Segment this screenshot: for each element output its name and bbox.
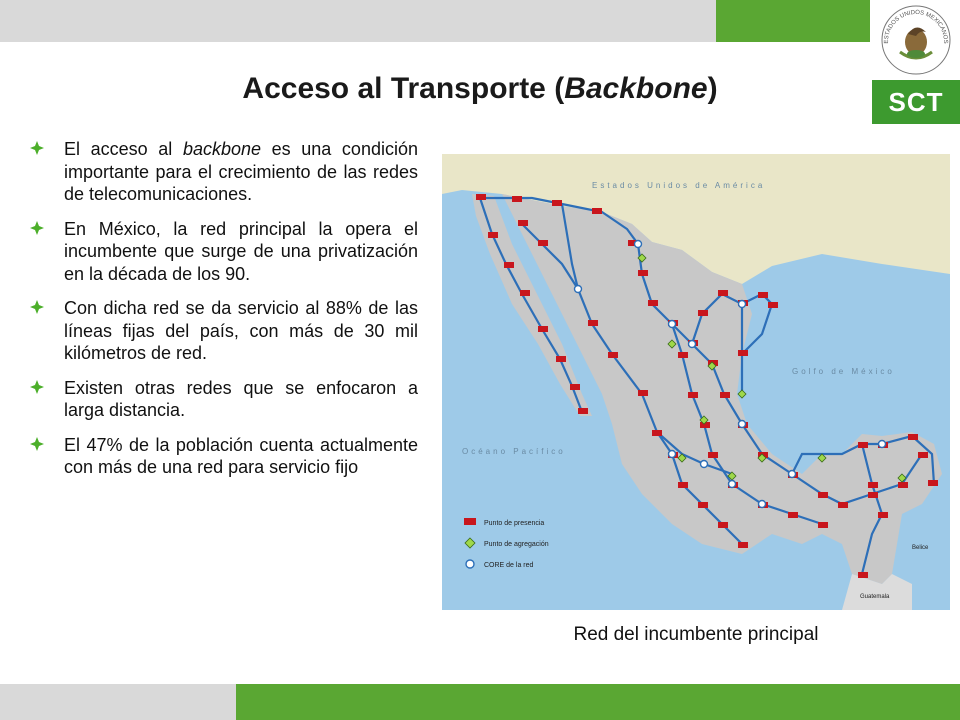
- bullet-item: En México, la red principal la opera el incumbente que surge de una privatización en la década de los 90.: [30, 218, 418, 286]
- network-map-svg: [442, 154, 950, 610]
- diamond-bullet-icon: [30, 437, 44, 451]
- legend-presence-swatch: [464, 518, 476, 525]
- bullet-item: Existen otras redes que se enfocaron a larga distancia.: [30, 377, 418, 422]
- sct-logo-text: SCT: [872, 80, 960, 124]
- svg-text:ESTADOS UNIDOS MEXICANOS: ESTADOS UNIDOS MEXICANOS: [883, 9, 949, 44]
- top-green-bar: [716, 0, 870, 42]
- page-title: Acceso al Transporte (Backbone): [242, 72, 718, 105]
- diamond-bullet-icon: [30, 221, 44, 235]
- bottom-green-bar: [236, 684, 960, 720]
- diamond-bullet-icon: [30, 141, 44, 155]
- legend-presence-label: Punto de presencia: [484, 520, 545, 527]
- network-map: [442, 154, 950, 610]
- guatemala-label: Guatemala: [860, 594, 890, 600]
- mexico-emblem-icon: [878, 2, 954, 78]
- bullet-item: El acceso al backbone es una condición importante para el crecimiento de las redes de telecomunicaciones.: [30, 138, 418, 206]
- diamond-bullet-icon: [30, 300, 44, 314]
- map-legend: [464, 518, 549, 569]
- pacific-label: Océano Pacífico: [462, 447, 566, 456]
- map-caption: Red del incumbente principal: [573, 624, 819, 645]
- top-gray-bar: [0, 0, 716, 42]
- legend-core-label: CORE de la red: [484, 562, 534, 569]
- gulf-label: Golfo de México: [792, 367, 895, 376]
- usa-label: Estados Unidos de América: [592, 181, 766, 190]
- legend-aggregation-label: Punto de agregación: [484, 541, 549, 548]
- sct-logo: [872, 0, 960, 124]
- bullet-item: El 47% de la población cuenta actualmente con más de una red para servicio fijo: [30, 434, 418, 479]
- belize-label: Belice: [912, 545, 929, 551]
- bullet-list: [30, 138, 418, 491]
- diamond-bullet-icon: [30, 380, 44, 394]
- legend-core-swatch: [466, 560, 474, 568]
- bottom-gray-bar: [0, 684, 236, 720]
- bullet-item: Con dicha red se da servicio al 88% de las líneas fijas del país, con más de 30 mil kilómetros de red.: [30, 297, 418, 365]
- legend-aggregation-swatch: [465, 538, 475, 548]
